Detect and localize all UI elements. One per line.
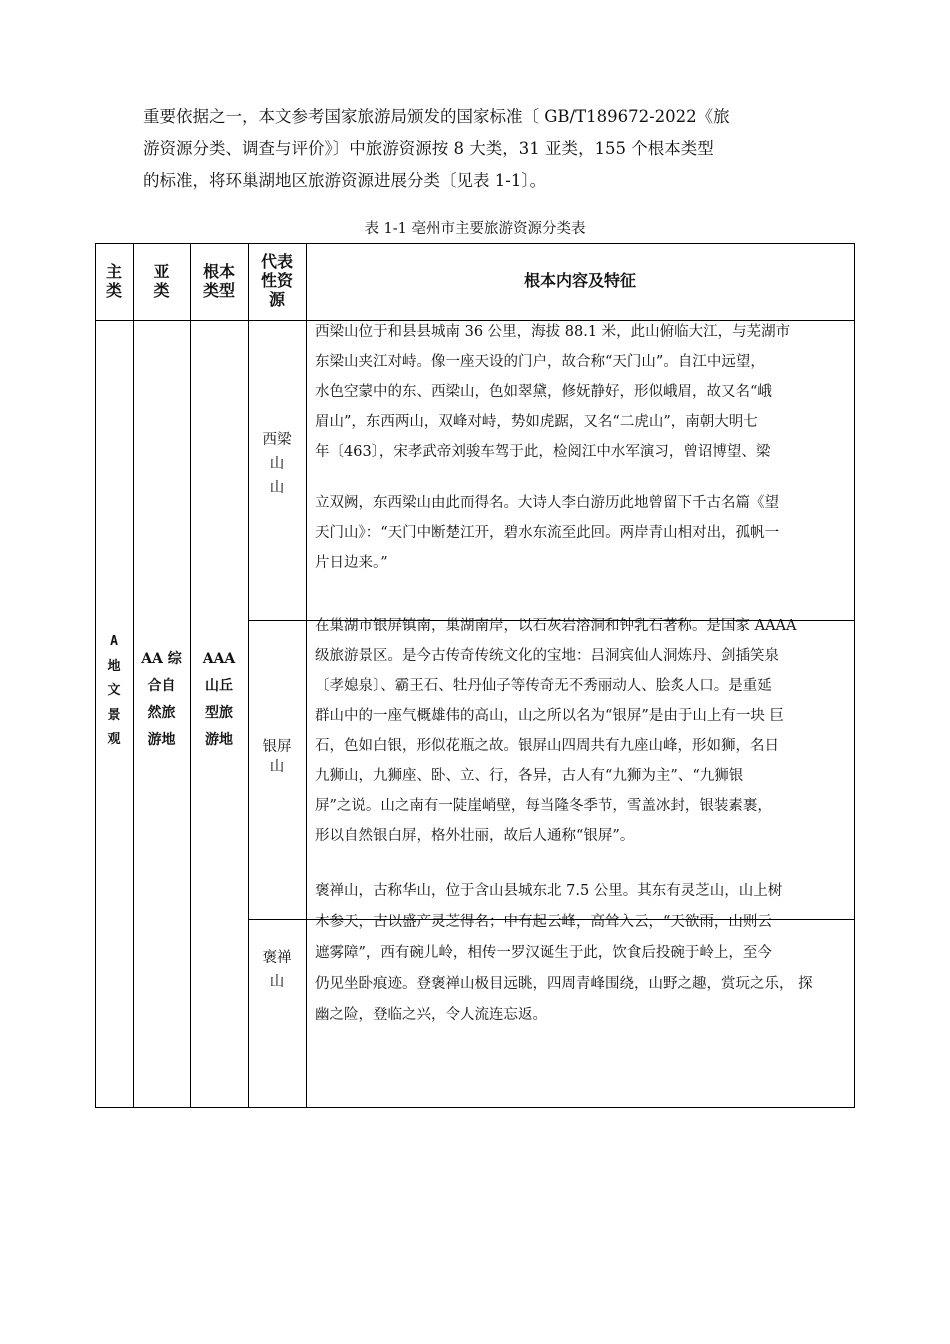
content-line: 形以自然银白屏，格外壮丽，故后人通称“银屏”。	[315, 828, 635, 844]
content-line: 遮雾障”，西有碗儿岭，相传一罗汉诞生于此，饮食后投碗于岭上，至今	[315, 945, 772, 961]
content-line: 片日边来。”	[315, 555, 388, 571]
content-line: 九狮山，九狮座、卧、立、行，各异，古人有“九狮为主”、“九狮银	[315, 768, 744, 784]
content-line: 在巢湖市银屏镇南，巢湖南岸，以石灰岩溶洞和钟乳石著称。是国家 AAAA	[315, 618, 797, 634]
header-representative-resource: 代表 性资 源	[260, 252, 293, 309]
content-line: 东梁山夹江对峙。像一座天设的门户，故合称“天门山”。自江中远望，	[315, 354, 765, 370]
content-line: 西梁山位于和县县城南 36 公里，海拔 88.1 米，此山俯临大江，与芜湖市	[315, 324, 791, 340]
content-line: 幽之险，登临之兴，令人流连忘返。	[315, 1007, 547, 1023]
intro-line: 游资源分类、调查与评价》〕中旅游资源按 8 大类，31 亚类，155 个根本类型	[143, 139, 714, 158]
table-caption: 表 1-1 亳州市主要旅游资源分类表	[364, 221, 586, 237]
resource-content-xiliangshan	[315, 317, 860, 578]
content-line: 〔孝媳泉〕、霸王石、牡丹仙子等传奇无不秀丽动人、脍炙人口。是重延	[315, 678, 772, 694]
table-border-top	[95, 243, 855, 244]
resource-name-yinpingshan: 银屏 山	[262, 739, 292, 775]
intro-line: 的标准，将环巢湖地区旅游资源进展分类〔见表 1-1〕。	[143, 171, 547, 190]
content-line: 屏”之说。山之南有一陡崖峭壁，每当隆冬季节，雪盖冰封，银装素裹，	[315, 798, 772, 814]
header-content-features: 根本内容及特征	[523, 271, 636, 290]
content-line: 仍见坐卧痕迹。登褒禅山极目远眺，四周青峰围绕，山野之趣，赏玩之乐， 探	[315, 976, 813, 992]
table-border-bottom	[95, 1107, 855, 1108]
content-line: 褒禅山，古称华山，位于含山县城东北 7.5 公里。其东有灵芝山，山上树	[315, 883, 783, 899]
content-line: 年〔463〕，宋孝武帝刘骏车驾于此，检阅江中水军演习，曾诏博望、梁	[315, 444, 771, 460]
resource-name-xiliangshan: 西梁 山 山	[262, 432, 292, 496]
content-line: 级旅游景区。是今古传奇传统文化的宝地：吕洞宾仙人洞炼丹、剑插笑泉	[315, 648, 779, 664]
resource-content-yinpingshan	[315, 611, 860, 851]
intro-paragraph	[143, 101, 823, 197]
header-basic-type: 根本 类型	[202, 262, 235, 300]
resource-content-baochanshan	[315, 876, 860, 1031]
sub-category-cell: AA 综 合自 然旅 游地	[141, 651, 182, 748]
content-line: 水色空蒙中的东、西梁山，色如翠黛，修妩静好，形似峨眉，故又名“峨	[315, 384, 772, 400]
intro-line: 重要依据之一，本文参考国家旅游局颁发的国家标准〔 GB/T189672-2022《旅	[143, 107, 730, 126]
header-sub-category: 亚 类	[153, 262, 170, 300]
header-main-category: 主 类	[105, 262, 122, 300]
main-category-cell: A 地 文 景 观	[107, 634, 121, 747]
column-divider	[306, 243, 307, 1108]
content-line: 木参天，古以盛产灵芝得名；中有起云峰，高耸入云，“天欲雨，山则云	[315, 914, 772, 930]
basic-type-cell: AAA 山丘 型旅 游地	[202, 651, 236, 748]
content-line: 群山中的一座气概雄伟的高山，山之所以名为“银屏”是由于山上有一块 巨	[315, 708, 784, 724]
content-line: 眉山”，东西两山，双峰对峙，势如虎踞，又名“二虎山”，南朝大明七	[315, 414, 758, 430]
content-line: 天门山》：“天门中断楚江开，碧水东流至此回。两岸青山相对出，孤帆一	[315, 525, 780, 541]
content-line: 立双阙，东西梁山由此而得名。大诗人李白游历此地曾留下千古名篇《望	[315, 495, 779, 511]
resource-name-baochanshan: 褒禅 山	[262, 950, 292, 990]
content-line: 石，色如白银，形似花瓶之故。银屏山四周共有九座山峰，形如狮，名日	[315, 738, 779, 754]
